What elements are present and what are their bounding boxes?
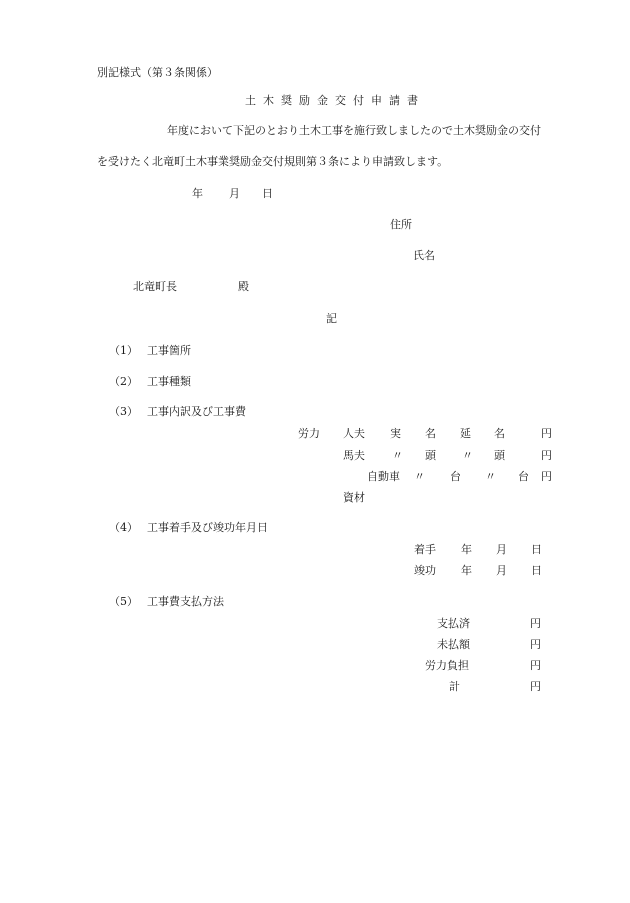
end-label: 竣功	[414, 564, 436, 577]
section-3-label: 工事内訳及び工事費	[147, 405, 246, 418]
bafu-unit: 頭	[425, 449, 436, 462]
section-5-label: 工事費支払方法	[147, 595, 224, 608]
address-label: 住所	[390, 218, 412, 231]
end-year-label: 年	[461, 564, 472, 577]
start-month-label: 月	[496, 543, 507, 556]
paid-label: 支払済	[437, 617, 470, 630]
body-text-line-1: 年度において下記のとおり土木工事を施行致しましたので土木奨励金の交付	[167, 124, 541, 137]
ninpu-total-unit: 名	[494, 427, 505, 440]
section-4-label: 工事着手及び竣功年月日	[147, 521, 268, 534]
name-label: 氏名	[413, 249, 435, 262]
ki-heading: 記	[326, 312, 337, 325]
section-3-number: （3）	[109, 405, 138, 418]
body-text-line-2: を受けたく北竜町土木事業奨励金交付規則第３条により申請致します。	[97, 155, 449, 168]
unpaid-label: 未払額	[437, 638, 470, 651]
ninpu-total: 延	[460, 427, 471, 440]
bafu-ditto-2: 〃	[462, 449, 473, 462]
ninpu-yen: 円	[541, 427, 552, 440]
date-month-label: 月	[229, 187, 240, 200]
car-total-unit: 台	[518, 470, 529, 483]
bafu-item: 馬夫	[343, 449, 365, 462]
bafu-total-unit: 頭	[494, 449, 505, 462]
section-4-number: （4）	[109, 521, 138, 534]
car-ditto-2: 〃	[485, 470, 496, 483]
start-day-label: 日	[531, 543, 542, 556]
ninpu-item: 人夫	[343, 427, 365, 440]
start-label: 着手	[414, 543, 436, 556]
date-day-label: 日	[262, 187, 273, 200]
section-5-number: （5）	[109, 595, 138, 608]
date-year-label: 年	[192, 187, 203, 200]
bafu-ditto-1: 〃	[392, 449, 403, 462]
car-unit: 台	[450, 470, 461, 483]
section-1-label: 工事箇所	[147, 344, 191, 357]
ninpu-actual: 実	[390, 427, 401, 440]
car-yen: 円	[541, 470, 552, 483]
end-month-label: 月	[496, 564, 507, 577]
unpaid-yen: 円	[530, 638, 541, 651]
section-2-label: 工事種類	[147, 375, 191, 388]
start-year-label: 年	[461, 543, 472, 556]
bafu-yen: 円	[541, 449, 552, 462]
section-1-number: （1）	[109, 344, 138, 357]
labor-share-label: 労力負担	[425, 659, 469, 672]
addressee-name: 北竜町長	[133, 280, 177, 293]
form-label: 別記様式（第３条関係）	[97, 66, 218, 79]
ninpu-unit: 名	[425, 427, 436, 440]
labor-label: 労力	[298, 427, 320, 440]
materials-label: 資材	[343, 491, 365, 504]
document-title: 土木奨励金交付申請書	[245, 94, 425, 107]
total-yen: 円	[530, 680, 541, 693]
car-ditto-1: 〃	[414, 470, 425, 483]
car-item: 自動車	[367, 470, 400, 483]
paid-yen: 円	[530, 617, 541, 630]
labor-share-yen: 円	[530, 659, 541, 672]
end-day-label: 日	[531, 564, 542, 577]
section-2-number: （2）	[109, 375, 138, 388]
addressee-honorific: 殿	[238, 280, 249, 293]
total-label: 計	[449, 680, 460, 693]
